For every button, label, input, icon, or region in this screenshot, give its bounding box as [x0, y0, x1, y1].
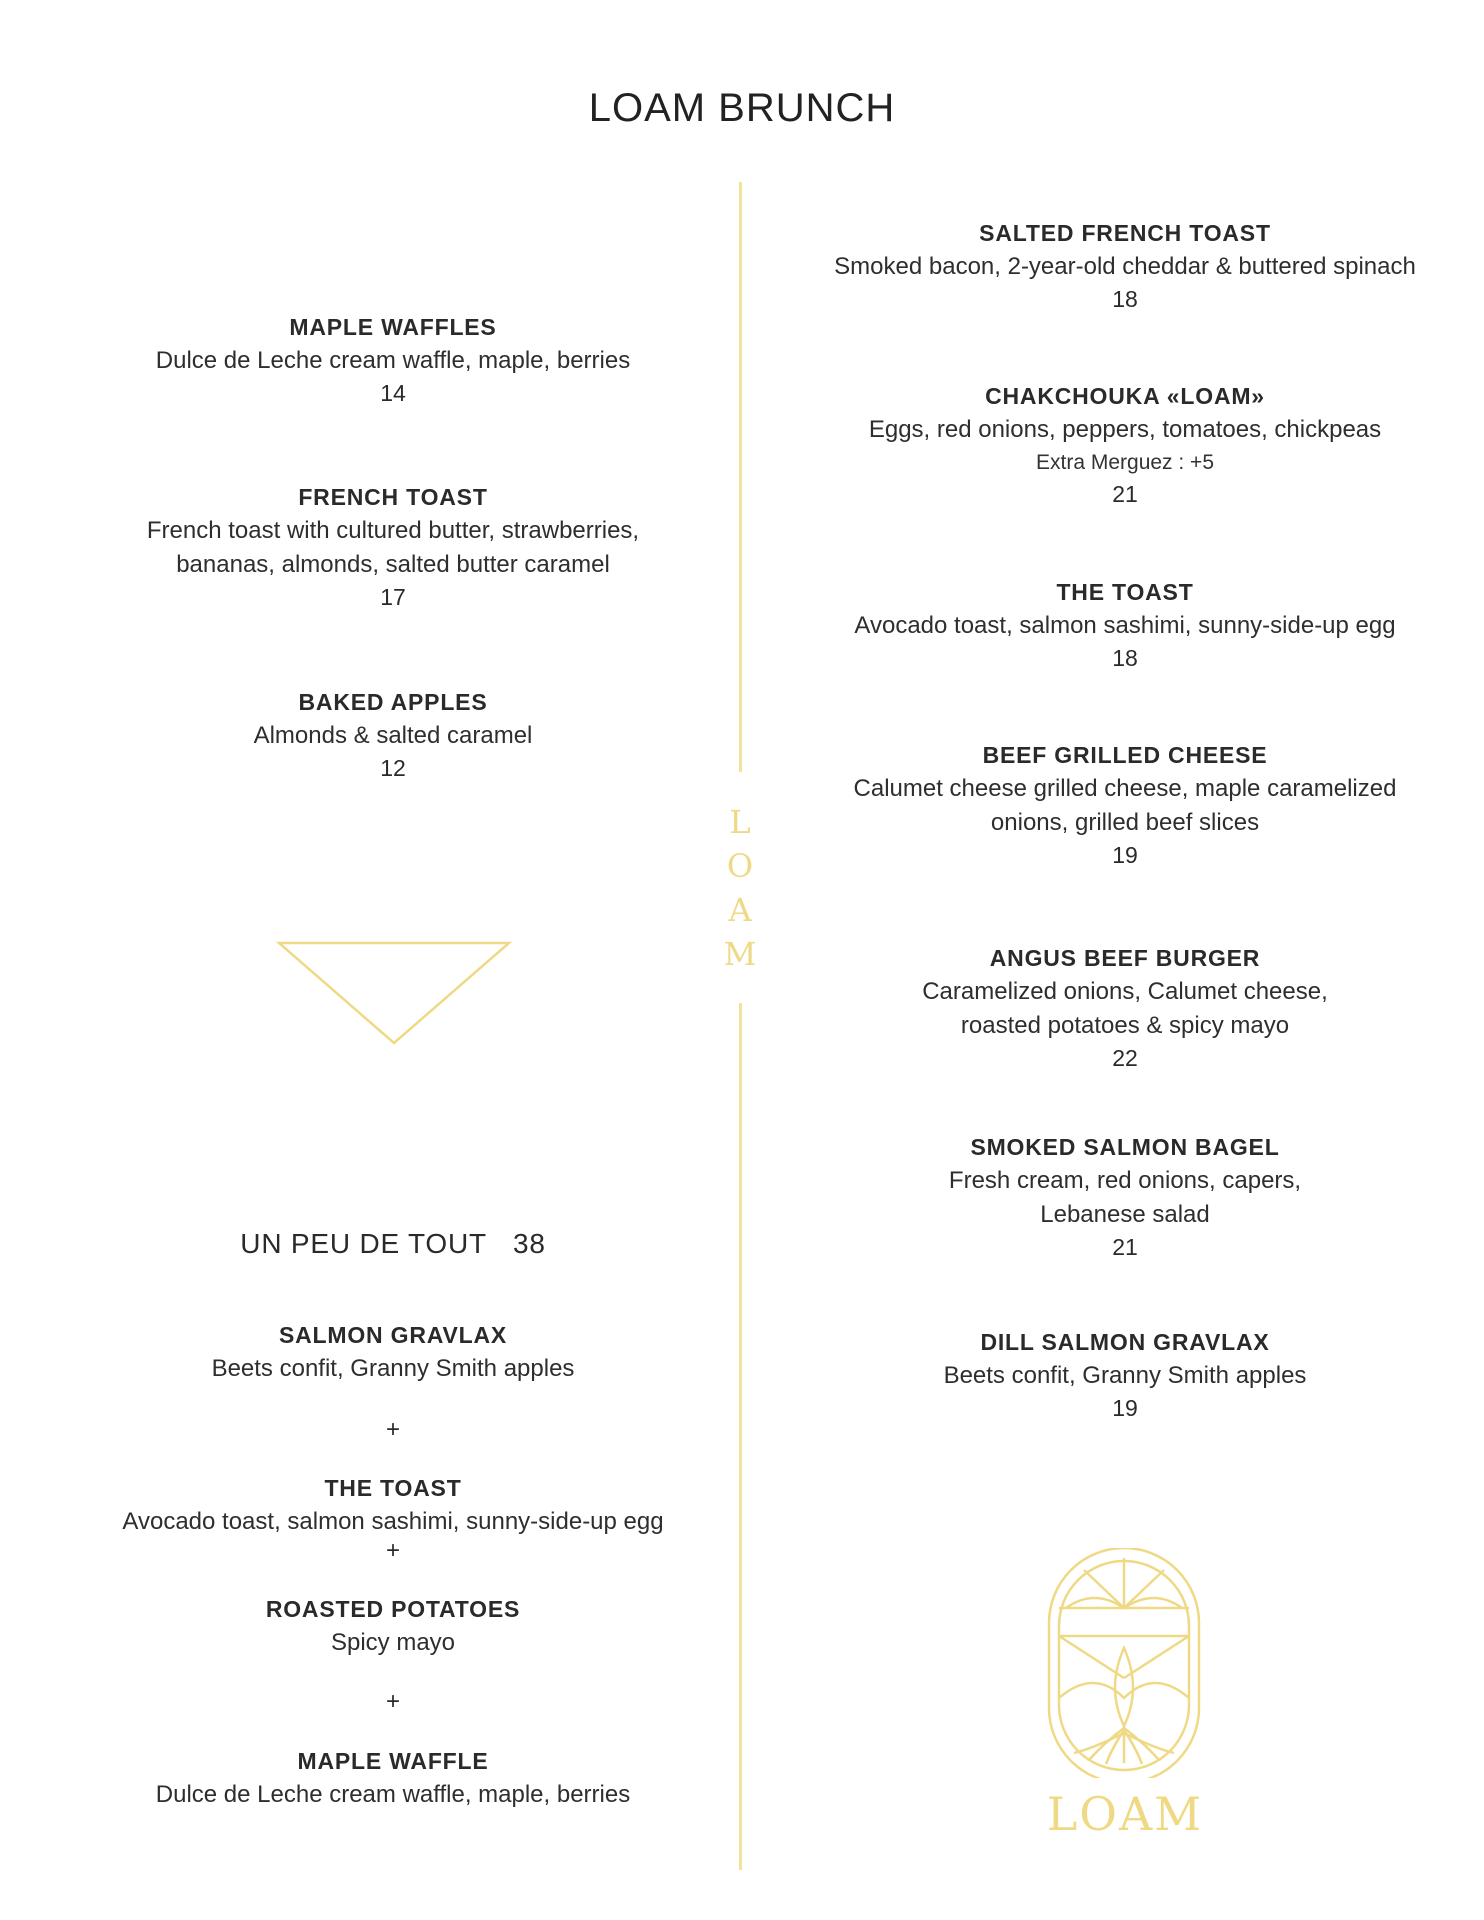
- brand-letter: A: [728, 891, 752, 929]
- menu-item-the-toast: [780, 575, 1470, 673]
- menu-item-beef-grilled-cheese: [780, 738, 1470, 870]
- brand-letter: L: [729, 803, 751, 841]
- item-name: THE TOAST: [1056, 579, 1194, 605]
- menu-item-salted-french-toast: [780, 216, 1470, 314]
- brand-letter: O: [726, 847, 754, 885]
- item-name: ROASTED POTATOES: [265, 1596, 521, 1622]
- combo-item-maple-waffle: [88, 1744, 698, 1812]
- item-description-line: French toast with cultured butter, strawberries,: [146, 517, 640, 544]
- item-name: SMOKED SALMON BAGEL: [970, 1134, 1280, 1160]
- brand-letter: M: [723, 935, 757, 973]
- combo-item-the-toast: [88, 1471, 698, 1539]
- item-name: SALTED FRENCH TOAST: [979, 220, 1271, 246]
- item-description-line: Fresh cream, red onions, capers,: [948, 1167, 1302, 1194]
- item-extra-note: Extra Merguez : +5: [1036, 451, 1214, 474]
- loam-logo-emblem-icon: [1044, 1548, 1204, 1778]
- item-name: BEEF GRILLED CHEESE: [982, 742, 1268, 768]
- combo-item-salmon-gravlax: [88, 1318, 698, 1386]
- item-description: Eggs, red onions, peppers, tomatoes, chickpeas: [868, 416, 1382, 443]
- item-name: DILL SALMON GRAVLAX: [980, 1329, 1270, 1355]
- item-price: 18: [1112, 286, 1138, 312]
- menu-item-baked-apples: [88, 685, 698, 783]
- item-description-line: roasted potatoes & spicy mayo: [960, 1012, 1290, 1039]
- item-description: Dulce de Leche cream waffle, maple, berries: [155, 1781, 631, 1808]
- item-name: ANGUS BEEF BURGER: [989, 945, 1261, 971]
- item-name: MAPLE WAFFLES: [289, 314, 497, 340]
- item-name: MAPLE WAFFLE: [297, 1748, 489, 1774]
- item-price: 21: [1112, 1234, 1138, 1260]
- menu-item-angus-beef-burger: [780, 941, 1470, 1073]
- item-name: THE TOAST: [324, 1475, 462, 1501]
- menu-item-chakchouka: [780, 379, 1470, 509]
- item-description-line: Calumet cheese grilled cheese, maple caramelized: [853, 775, 1397, 802]
- item-price: 18: [1112, 645, 1138, 671]
- item-description-line: Caramelized onions, Calumet cheese,: [922, 978, 1328, 1005]
- item-description-line: onions, grilled beef slices: [990, 809, 1260, 836]
- page-title: LOAM BRUNCH: [588, 86, 896, 130]
- item-description: Avocado toast, salmon sashimi, sunny-side-up egg: [122, 1508, 664, 1535]
- item-description: Avocado toast, salmon sashimi, sunny-side-up egg: [854, 612, 1396, 639]
- center-divider-top: [739, 182, 742, 772]
- item-description: Almonds & salted caramel: [253, 722, 533, 749]
- item-description: Dulce de Leche cream waffle, maple, berries: [155, 347, 631, 374]
- combo-plus: +: [385, 1688, 400, 1715]
- combo-item-roasted-potatoes: [88, 1592, 698, 1660]
- menu-item-maple-waffles: [88, 310, 698, 408]
- item-name: SALMON GRAVLAX: [279, 1322, 507, 1348]
- item-name: FRENCH TOAST: [298, 484, 488, 510]
- combo-plus: +: [385, 1416, 400, 1443]
- item-name: CHAKCHOUKA «LOAM»: [985, 383, 1265, 409]
- item-price: 17: [380, 584, 406, 610]
- item-price: 19: [1112, 1395, 1138, 1421]
- center-divider-bottom: [739, 1003, 742, 1870]
- item-description: Spicy mayo: [330, 1629, 456, 1656]
- menu-item-dill-salmon-gravlax: [780, 1325, 1470, 1423]
- vertical-brand-text: [715, 800, 765, 976]
- triangle-ornament-icon: [276, 940, 512, 1046]
- menu-item-smoked-salmon-bagel: [780, 1130, 1470, 1262]
- item-description: Beets confit, Granny Smith apples: [211, 1355, 575, 1382]
- item-price: 22: [1112, 1045, 1138, 1071]
- item-description: Smoked bacon, 2-year-old cheddar & buttered spinach: [834, 253, 1416, 280]
- combo-name: UN PEU DE TOUT: [240, 1228, 487, 1259]
- combo-price: 38: [512, 1228, 546, 1259]
- logo-wordmark: LOAM: [1046, 1787, 1204, 1841]
- item-price: 19: [1112, 842, 1138, 868]
- item-description-line: Lebanese salad: [1040, 1201, 1210, 1228]
- item-price: 21: [1112, 481, 1138, 507]
- item-name: BAKED APPLES: [298, 689, 488, 715]
- combo-title: [88, 1228, 698, 1260]
- menu-item-french-toast: [88, 480, 698, 612]
- item-price: 12: [380, 755, 406, 781]
- item-description-line: bananas, almonds, salted butter caramel: [176, 551, 610, 578]
- combo-plus: +: [385, 1537, 400, 1564]
- item-price: 14: [380, 380, 406, 406]
- item-description: Beets confit, Granny Smith apples: [943, 1362, 1307, 1389]
